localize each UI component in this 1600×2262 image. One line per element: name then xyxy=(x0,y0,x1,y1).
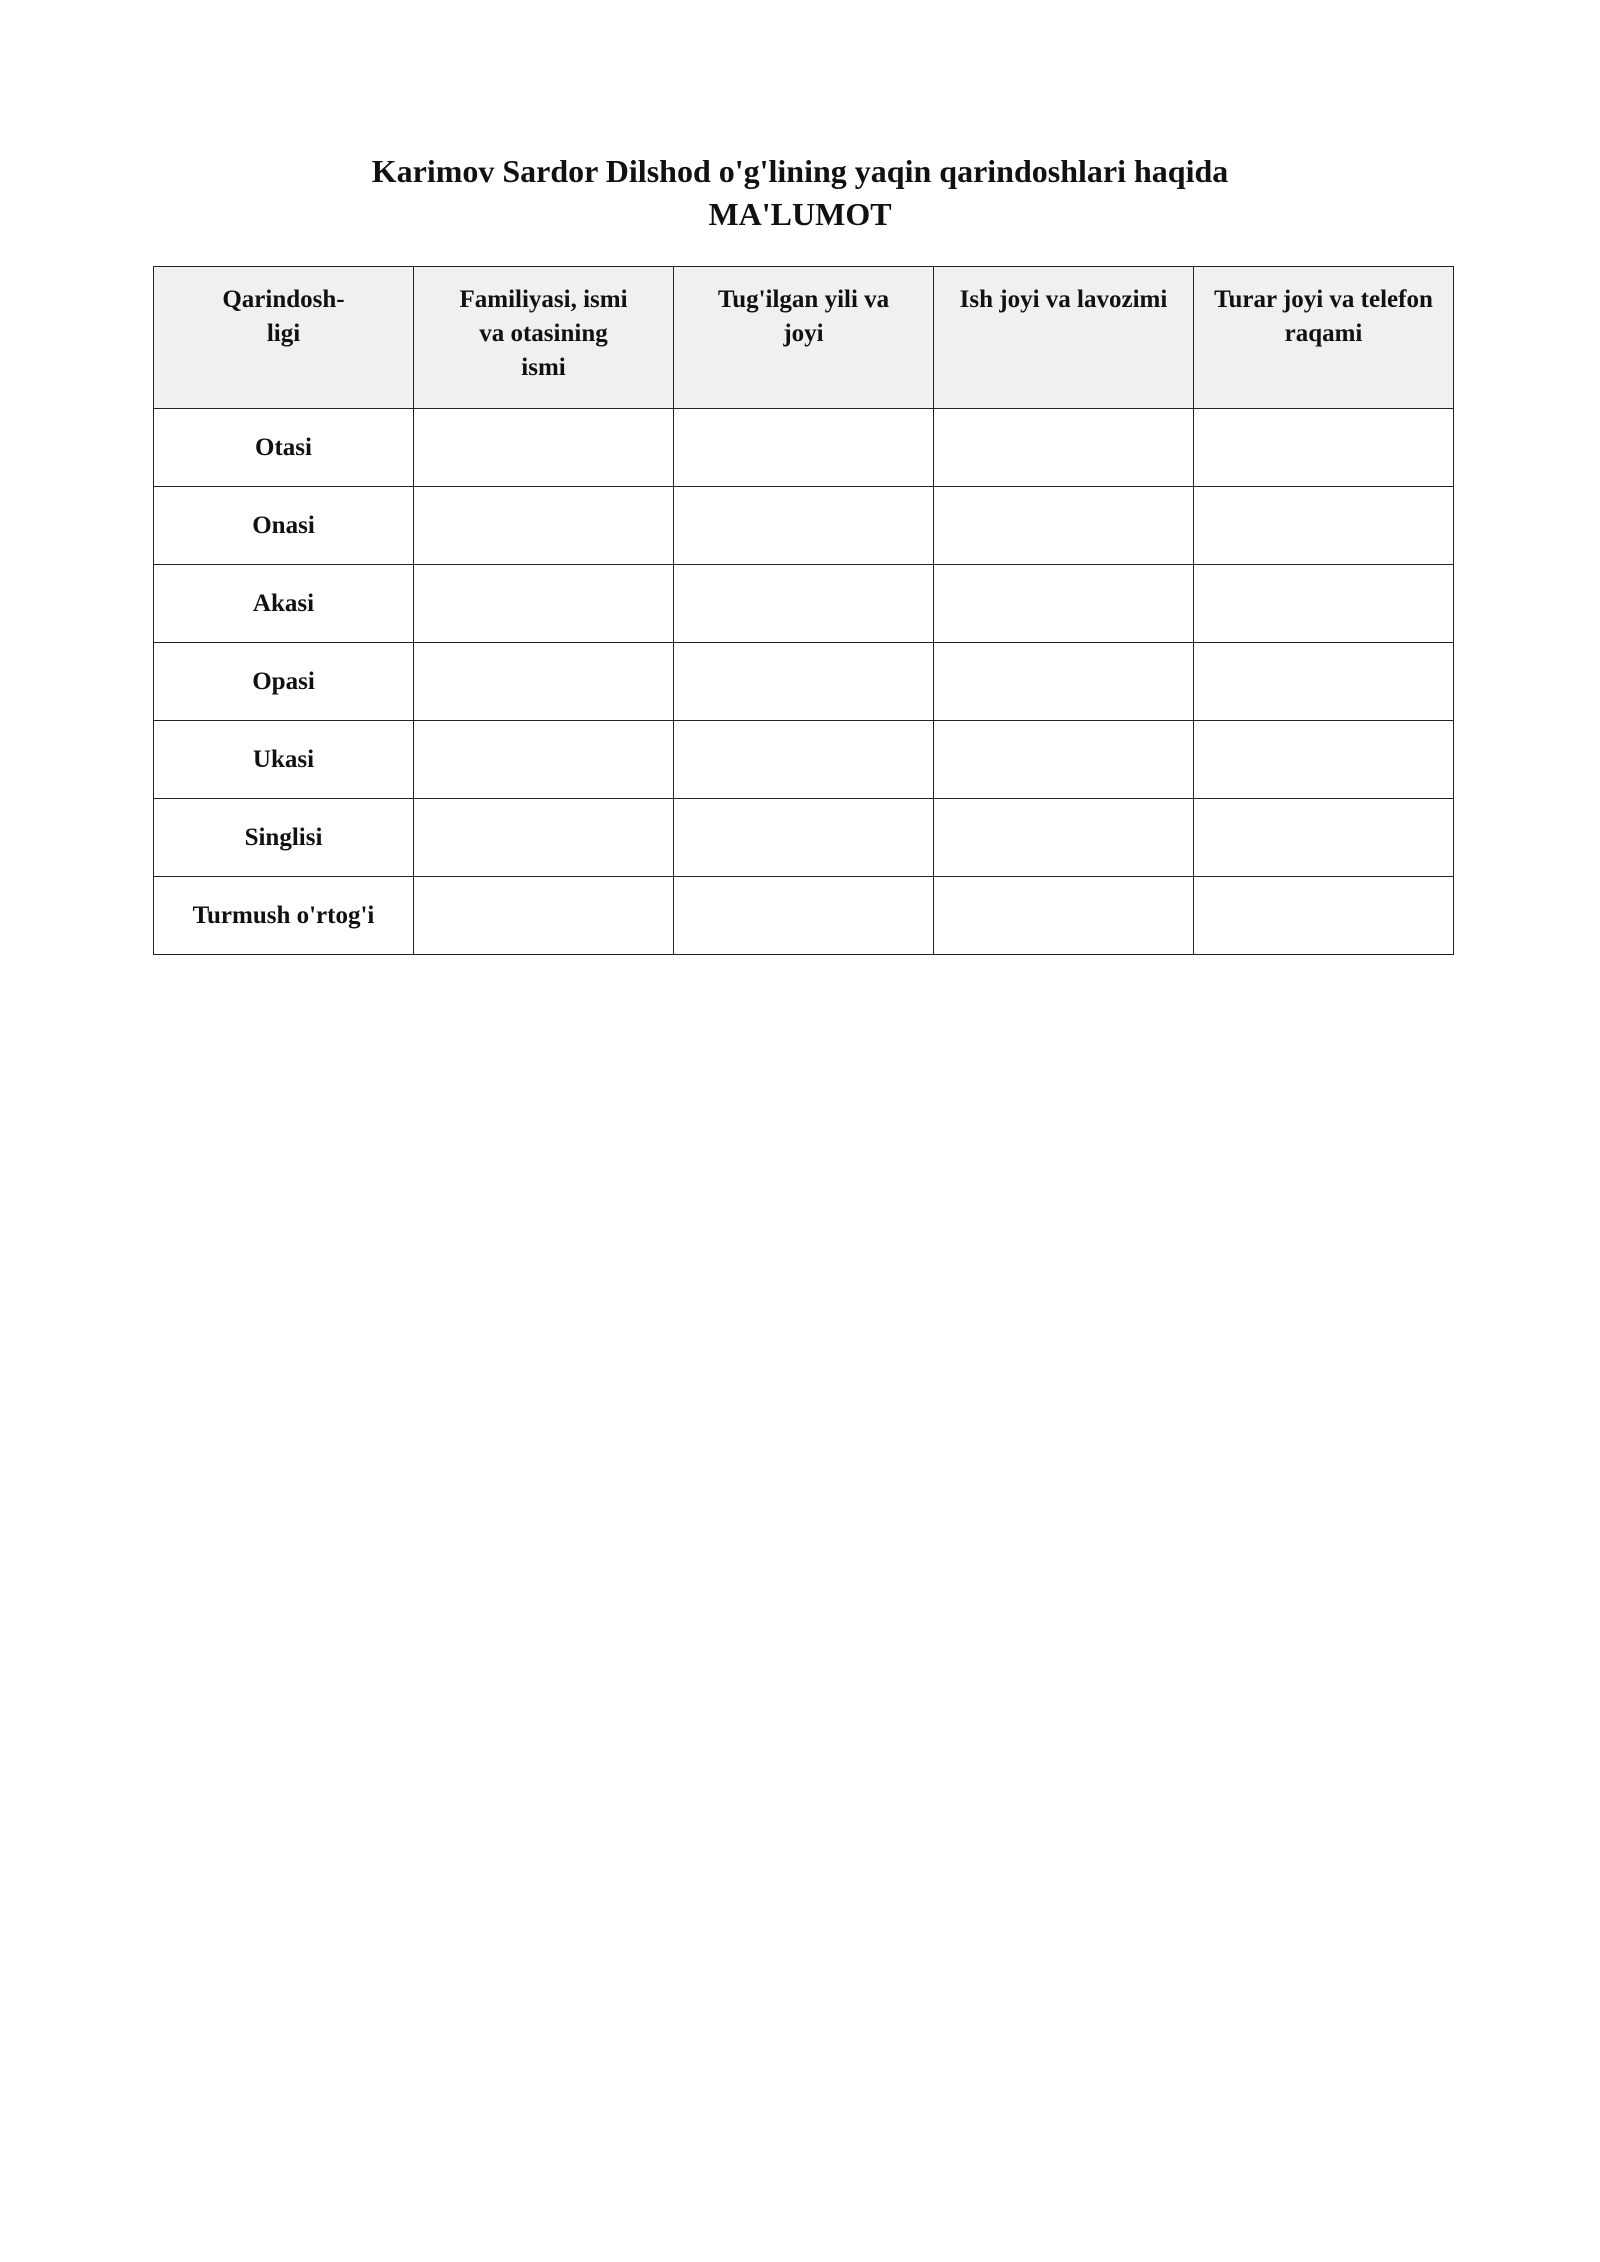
header-birth: Tug'ilgan yili va joyi xyxy=(674,267,934,409)
table-row xyxy=(154,409,1454,487)
birth-cell[interactable] xyxy=(674,721,934,799)
full-name-cell[interactable] xyxy=(414,409,674,487)
birth-cell[interactable] xyxy=(674,643,934,721)
work-cell[interactable] xyxy=(934,565,1194,643)
full-name-cell[interactable] xyxy=(414,487,674,565)
birth-cell[interactable] xyxy=(674,877,934,955)
header-work: Ish joyi va lavozimi xyxy=(934,267,1194,409)
birth-cell[interactable] xyxy=(674,409,934,487)
full-name-cell[interactable] xyxy=(414,721,674,799)
document-title xyxy=(0,150,1600,236)
relation-cell: Otasi xyxy=(154,409,414,487)
relatives-table xyxy=(153,266,1454,955)
table-row xyxy=(154,799,1454,877)
address-phone-cell[interactable] xyxy=(1194,409,1454,487)
work-cell[interactable] xyxy=(934,409,1194,487)
table-row xyxy=(154,643,1454,721)
work-cell[interactable] xyxy=(934,877,1194,955)
work-cell[interactable] xyxy=(934,487,1194,565)
birth-cell[interactable] xyxy=(674,487,934,565)
full-name-cell[interactable] xyxy=(414,877,674,955)
work-cell[interactable] xyxy=(934,799,1194,877)
relation-cell: Akasi xyxy=(154,565,414,643)
title-line-2: MA'LUMOT xyxy=(708,196,892,232)
header-full-name: Familiyasi, ismi va otasining ismi xyxy=(414,267,674,409)
work-cell[interactable] xyxy=(934,643,1194,721)
table-row xyxy=(154,877,1454,955)
birth-cell[interactable] xyxy=(674,565,934,643)
table-row xyxy=(154,721,1454,799)
full-name-cell[interactable] xyxy=(414,565,674,643)
relation-cell: Ukasi xyxy=(154,721,414,799)
address-phone-cell[interactable] xyxy=(1194,799,1454,877)
title-line-1: Karimov Sardor Dilshod o'g'lining yaqin qarindoshlari haqida xyxy=(371,153,1229,189)
address-phone-cell[interactable] xyxy=(1194,643,1454,721)
address-phone-cell[interactable] xyxy=(1194,877,1454,955)
relation-cell: Opasi xyxy=(154,643,414,721)
header-address-phone: Turar joyi va telefon raqami xyxy=(1194,267,1454,409)
relation-cell: Onasi xyxy=(154,487,414,565)
address-phone-cell[interactable] xyxy=(1194,721,1454,799)
full-name-cell[interactable] xyxy=(414,799,674,877)
table-row xyxy=(154,565,1454,643)
birth-cell[interactable] xyxy=(674,799,934,877)
table-row xyxy=(154,487,1454,565)
work-cell[interactable] xyxy=(934,721,1194,799)
relation-cell: Singlisi xyxy=(154,799,414,877)
address-phone-cell[interactable] xyxy=(1194,565,1454,643)
table-header-row xyxy=(154,267,1454,409)
relation-cell: Turmush o'rtog'i xyxy=(154,877,414,955)
header-relation: Qarindosh- ligi xyxy=(154,267,414,409)
address-phone-cell[interactable] xyxy=(1194,487,1454,565)
full-name-cell[interactable] xyxy=(414,643,674,721)
